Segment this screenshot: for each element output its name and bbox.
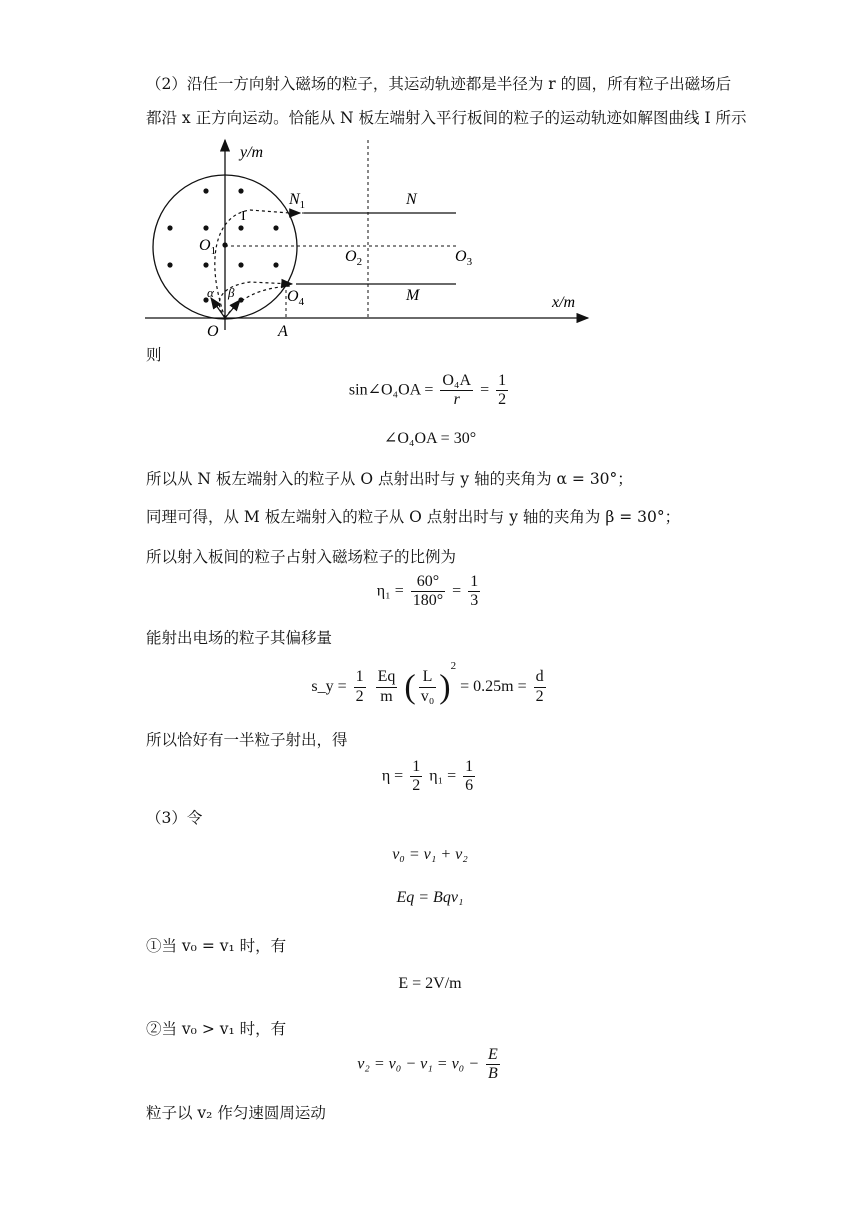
label-beta: β: [228, 285, 235, 300]
eq-sy: s_y = $\frac{1}{2}$ $\frac{Eq}{m}$ ( $\frac{L}{\text{v₀}}$ )$^2$ = 0.25m = $\frac{d}{2}$: [311, 660, 544, 706]
label-alpha: α: [207, 285, 214, 300]
label-N1: N: [289, 191, 300, 208]
svg-text:O2: $O_2$: [345, 248, 363, 268]
text-m-line: 同理可得，从 M 板左端射入的粒子从 O 点射出时与 y 轴的夹角为 β = 30°；: [146, 508, 681, 526]
text-case2: ②当 v₀ > v₁ 时，有: [146, 1020, 287, 1038]
svg-text:O4: $O_4$: [287, 288, 305, 308]
text-part3: （3）令: [146, 809, 203, 827]
text-shift-line: 能射出电场的粒子其偏移量: [146, 629, 333, 647]
svg-text:O3: $O_3$: [455, 248, 473, 268]
physics-diagram: [140, 136, 600, 346]
para2-line2: 都沿 x 正方向运动。恰能从 N 板左端射入平行板间的粒子的运动轨迹如解图曲线 I 所示: [146, 109, 747, 127]
eq-Eq: Eq = Bqv₁: [396, 889, 464, 906]
svg-text:O1: $O_1$: [199, 237, 217, 257]
label-x-axis: x/m: [552, 294, 576, 311]
label-A: A: [278, 323, 288, 340]
text-ratio-line: 所以射入板间的粒子占射入磁场粒子的比例为: [146, 548, 457, 566]
text-last-line: 粒子以 v₂ 作匀速圆周运动: [146, 1104, 326, 1122]
text-half-line: 所以恰好有一半粒子射出，得: [146, 731, 348, 749]
eq-E: E = 2V/m: [398, 975, 462, 992]
label-curve-I: I: [241, 209, 246, 224]
label-y-axis: y/m: [240, 144, 264, 161]
label-O2: O: [345, 248, 357, 265]
label-N: N: [406, 191, 417, 208]
label-O3: O: [455, 248, 467, 265]
eq-v0: v₀ = v₁ + v₂: [392, 846, 468, 863]
label-O: O: [207, 323, 219, 340]
eq-angle: ∠O₄OA = 30°: [383, 430, 477, 447]
svg-text:N1: $N_1$: [289, 191, 306, 211]
para2-line1: （2）沿任一方向射入磁场的粒子，其运动轨迹都是半径为 r 的圆，所有粒子出磁场后: [146, 75, 732, 93]
eq-eta: η = $\frac{1}{2}$ η₁ = $\frac{1}{6}$: [381, 758, 474, 795]
eq-eta1: η₁ = $\frac{60^\circ}{180^\circ}$ = $\frac{1}{3}$: [376, 573, 479, 610]
text-case1: ①当 v₀ = v₁ 时，有: [146, 937, 287, 955]
eq-sin: sin∠O₄OA = $\frac{\text{O₄A}}{r}$ = $\frac{1}{2}$: [348, 372, 507, 409]
text-ze: 则: [146, 346, 162, 364]
text-n-line: 所以从 N 板左端射入的粒子从 O 点射出时与 y 轴的夹角为 α = 30°；: [146, 470, 633, 488]
label-O1: O: [199, 237, 211, 254]
label-M: M: [406, 287, 420, 304]
trajectory-I: [215, 210, 290, 318]
eq-v2: v₂ = v₀ − v₁ = v₀ − $\frac{E}{B}$: [357, 1046, 498, 1083]
label-O4: O: [287, 288, 299, 305]
